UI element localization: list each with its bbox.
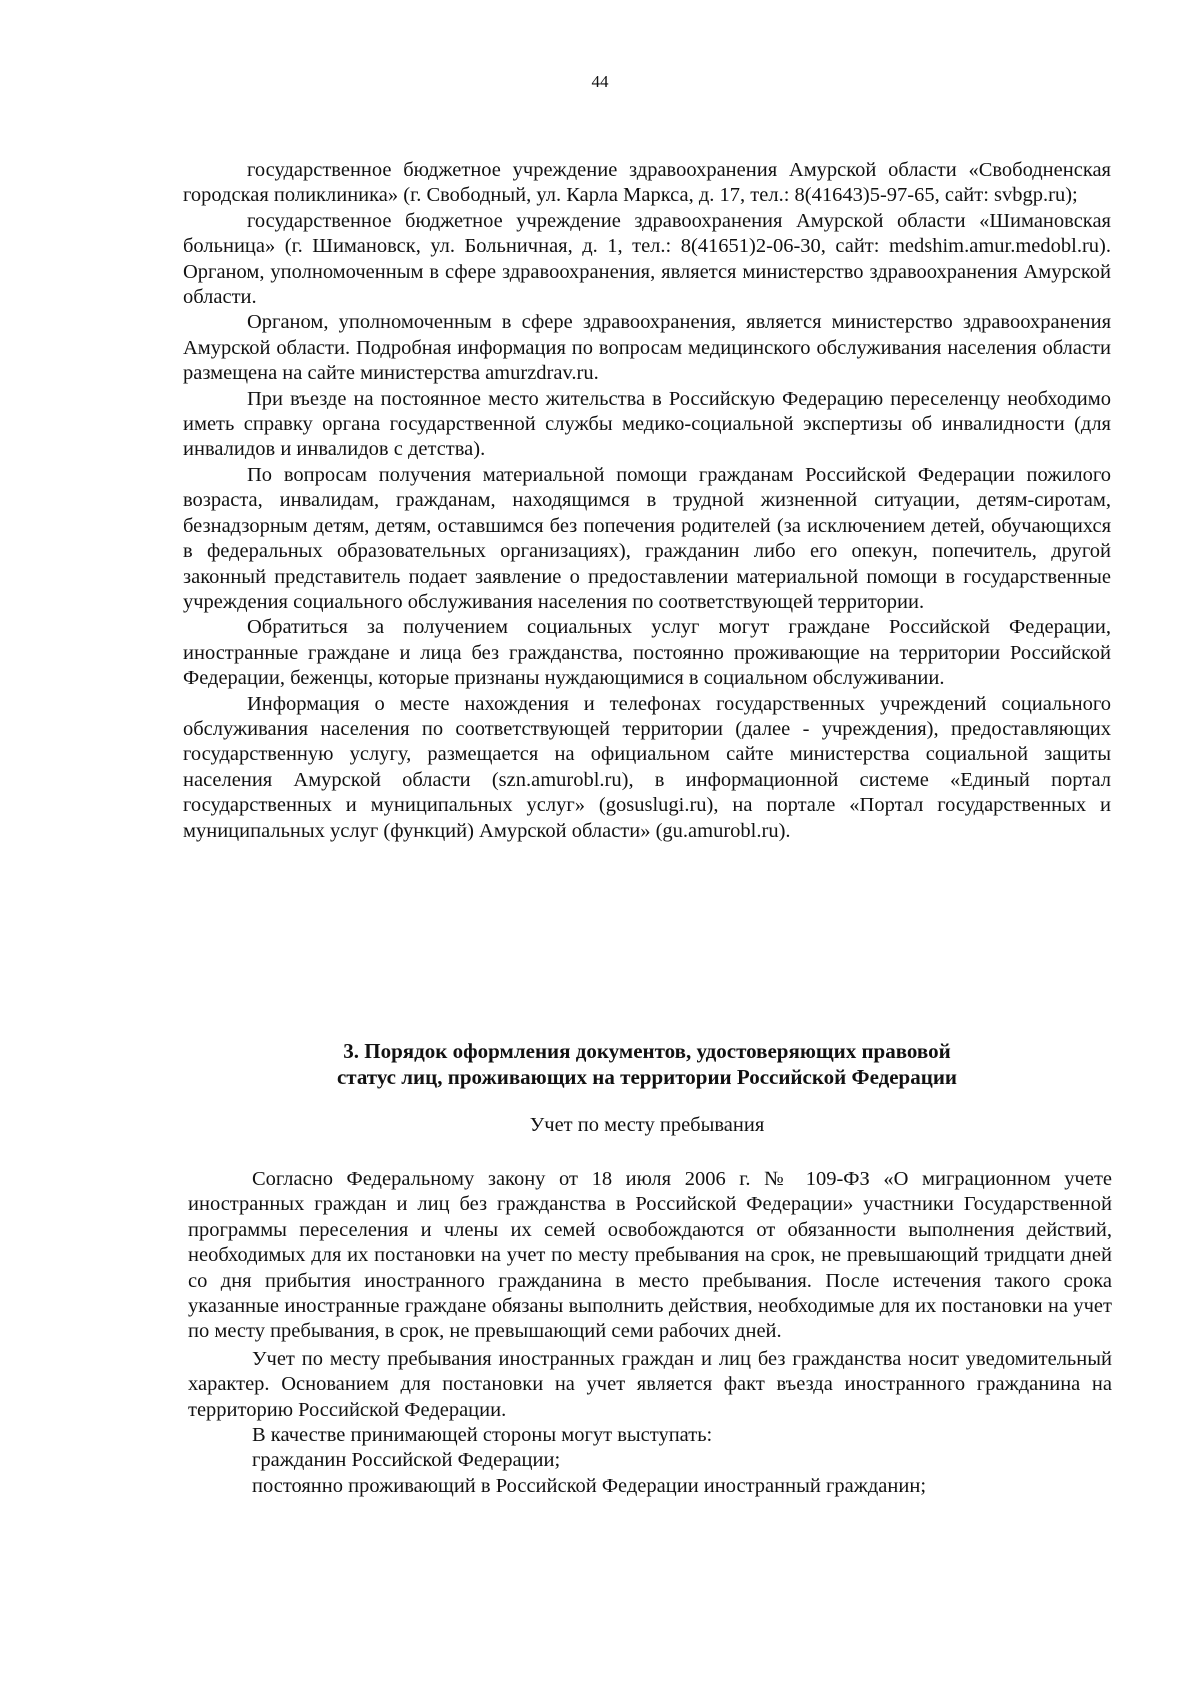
paragraph-svobodny-clinic: государственное бюджетное учреждение здравоохранения Амурской области «Свободненская городская поликлиника» (г. Свободный, ул. Карла Маркса, д. 17, тел.: 8(41643)5-97-65, сайт: svbgp.ru);	[183, 159, 1111, 207]
paragraph-host-party: В качестве принимающей стороны могут выступать:	[252, 1424, 713, 1447]
paragraph-health-ministry: Органом, уполномоченным в сфере здравоохранения, является министерство здравоохранения Амурской области. Подробная информация по вопросам медицинского обслуживания населения области размещена на сайте министерства amurzdrav.ru.	[183, 311, 1111, 385]
paragraph-shimanovsk-hospital: государственное бюджетное учреждение здравоохранения Амурской области «Шимановская больница» (г. Шимановск, ул. Больничная, д. 1, тел.: 8(41651)2-06-30, сайт: medshim.amur.medobl.ru). Органом, уполномоченным в сфере здравоохранения, является министерство здравоохранения Амурской области.	[183, 209, 1111, 309]
paragraph-federal-law: Согласно Федеральному закону от 18 июля 2006 г. № 109-ФЗ «О миграционном учете иностранных граждан и лиц без гражданства в Российской Федерации» участники Государственной программы переселения и члены их семей освобождаются от обязанности выполнения действий, необходимых для их постановки на учет по месту пребывания на срок, не превышающий тридцати дней со дня прибытия иностранного гражданина в место пребывания. После истечения такого срока указанные иностранные граждане обязаны выполнить действия, необходимые для их постановки на учет по месту пребывания, в срок, не превышающий семи рабочих дней.	[188, 1168, 1112, 1343]
paragraph-disability-certificate: При въезде на постоянное место жительства в Российскую Федерацию переселенцу необходимо иметь справку органа государственной службы медико-социальной экспертизы об инвалидности (для инвалидов и инвалидов с детства).	[183, 387, 1111, 461]
paragraph-material-assistance: По вопросам получения материальной помощи гражданам Российской Федерации пожилого возраста, инвалидам, гражданам, находящимся в трудной жизненной ситуации, детям-сиротам, безнадзорным детям, детям, оставшимся без попечения родителей (за исключением детей, обучающихся в федеральных образовательных организациях), гражданин либо его опекун, попечитель, другой законный представитель подает заявление о предоставлении материальной помощи в государственные учреждения социального обслуживания населения по соответствующей территории.	[183, 463, 1111, 613]
page-number: 44	[591, 72, 609, 91]
section-3-body	[188, 1167, 1112, 1499]
paragraph-notification-registration: Учет по месту пребывания иностранных граждан и лиц без гражданства носит уведомительный характер. Основанием для постановки на учет является факт въезда иностранного гражданина на территорию Российской Федерации.	[188, 1347, 1112, 1421]
section-3-subheading: Учет по месту пребывания	[529, 1114, 765, 1136]
section-3-heading-line-1: 3. Порядок оформления документов, удостоверяющих правовой	[343, 1039, 951, 1063]
paragraph-social-services: Обратиться за получением социальных услуг могут граждане Российской Федерации, иностранные граждане и лица без гражданства, постоянно проживающие на территории Российской Федерации, беженцы, которые признаны нуждающимися в социальном обслуживании.	[183, 616, 1111, 690]
section-3-heading	[183, 1038, 1111, 1090]
section-1-body	[183, 158, 1111, 844]
paragraph-institutions-info: Информация о месте нахождения и телефонах государственных учреждений социального обслуживания населения по соответствующей территории (далее - учреждения), предоставляющих государственную услугу, размещается на официальном сайте министерства социальной защиты населения Амурской области (szn.amurobl.ru), в информационной системе «Единый портал государственных и муниципальных услуг» (gosuslugi.ru), на портале «Портал государственных и муниципальных услуг (функций) Амурской области» (gu.amurobl.ru).	[183, 692, 1111, 842]
list-item-citizen: гражданин Российской Федерации;	[252, 1449, 561, 1472]
list-item-permanent-resident: постоянно проживающий в Российской Федерации иностранный гражданин;	[252, 1474, 927, 1497]
section-3-heading-line-2: статус лиц, проживающих на территории Российской Федерации	[336, 1065, 958, 1089]
